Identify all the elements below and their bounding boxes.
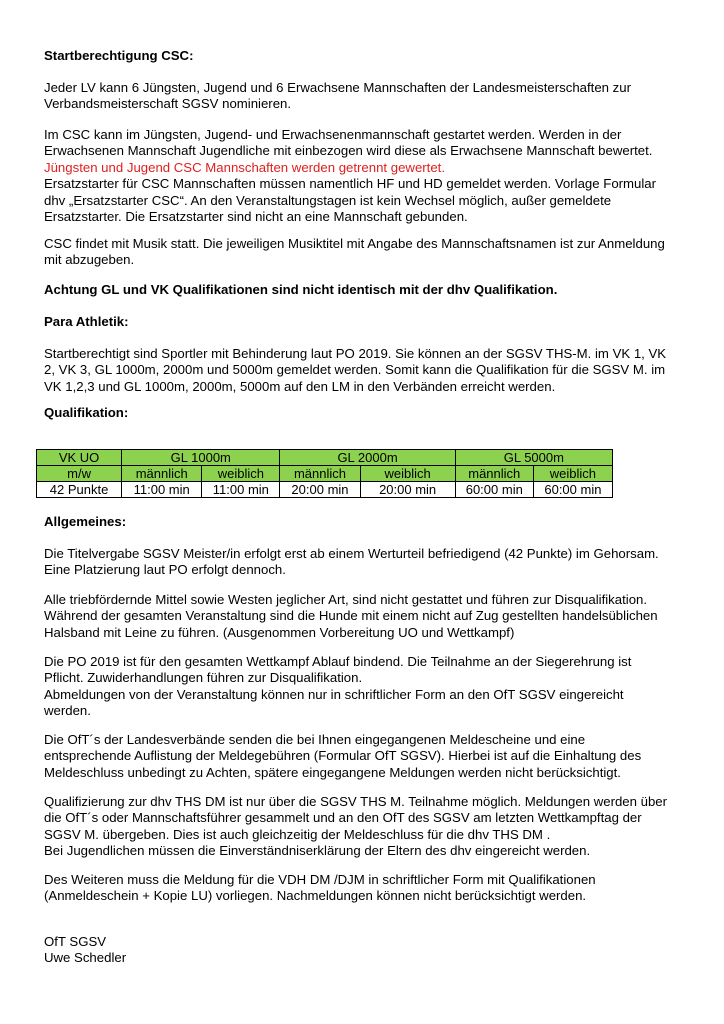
text-line: Startberechtigt sind Sportler mit Behinderung laut PO 2019. Sie können an der SGSV THS-M. im VK 1, VK bbox=[44, 346, 667, 361]
qualifikation-heading: Qualifikation: bbox=[44, 405, 129, 420]
table-cell: weiblich bbox=[533, 466, 612, 482]
text-line: Die PO 2019 ist für den gesamten Wettkampf Ablauf bindend. Die Teilnahme an der Siegerehrung ist bbox=[44, 654, 632, 669]
qualification-table bbox=[36, 449, 613, 498]
table-cell: männlich bbox=[280, 466, 360, 482]
table-subheader-row bbox=[37, 466, 613, 482]
text-line: Eine Platzierung laut PO erfolgt dennoch. bbox=[44, 562, 286, 578]
csc-paragraph-1 bbox=[44, 80, 684, 113]
allgemeines-paragraph-1 bbox=[44, 546, 684, 579]
table-cell: 20:00 min bbox=[280, 482, 360, 498]
csc-heading: Startberechtigung CSC: bbox=[44, 48, 194, 63]
table-header-row bbox=[37, 450, 613, 466]
text-line: Erwachsenen Mannschaft Jugendliche mit einbezogen wird diese als Erwachsene Mannschaft bewertet. bbox=[44, 143, 653, 159]
table-row bbox=[37, 482, 613, 498]
table-header-cell: VK UO bbox=[37, 450, 122, 466]
signature-org: OfT SGSV bbox=[44, 934, 107, 949]
text-line: die OfT´s oder Mannschaftsführer gesammelt und an den OfT des SGSV am letzten Wettkampftag der bbox=[44, 810, 642, 826]
text-line: 2, VK 3, GL 1000m, 2000m und 5000m gemeldet werden. Somit kann die Qualifikation für die SGSV M. im bbox=[44, 362, 666, 378]
table-cell: weiblich bbox=[360, 466, 455, 482]
text-line: Im CSC kann im Jüngsten, Jugend- und Erwachsenenmannschaft gestartet werden. Werden in der bbox=[44, 127, 622, 142]
text-line: Die OfT´s der Landesverbände senden die bei Ihnen eingegangenen Meldescheine und eine bbox=[44, 732, 586, 747]
text-line: SGSV M. übergeben. Dies ist auch gleichzeitig der Meldeschluss für die dhv THS DM . bbox=[44, 826, 551, 842]
text-line: Jeder LV kann 6 Jüngsten, Jugend und 6 Erwachsene Mannschaften der Landesmeisterschaften zur bbox=[44, 80, 631, 95]
table-cell: 60:00 min bbox=[533, 482, 612, 498]
allgemeines-paragraph-4 bbox=[44, 732, 684, 781]
table-cell: weiblich bbox=[202, 466, 280, 482]
text-line: Während der gesamten Veranstaltung sind die Hunde mit einem nicht auf Zug gestellten handelsüblichen bbox=[44, 608, 658, 624]
table-cell: 60:00 min bbox=[455, 482, 533, 498]
text-line: Verbandsmeisterschaft SGSV nominieren. bbox=[44, 96, 292, 112]
text-line: Qualifizierung zur dhv THS DM ist nur über die SGSV THS M. Teilnahme möglich. Meldungen werden über bbox=[44, 794, 668, 809]
text-line: werden. bbox=[44, 703, 91, 719]
allgemeines-paragraph-2 bbox=[44, 592, 684, 641]
table-cell: männlich bbox=[122, 466, 202, 482]
text-line: Pflicht. Zuwiderhandlungen führen zur Disqualifikation. bbox=[44, 670, 363, 686]
text-line: (Anmeldeschein + Kopie LU) vorliegen. Nachmeldungen können nicht berücksichtigt werden. bbox=[44, 888, 587, 904]
text-line: Halsband mit Leine zu führen. (Ausgenommen Vorbereitung UO und Wettkampf) bbox=[44, 624, 515, 640]
text-line: Die Titelvergabe SGSV Meister/in erfolgt erst ab einem Werturteil befriedigend (42 Punkte) im Gehorsam. bbox=[44, 546, 659, 561]
text-line: dhv „Ersatzstarter CSC“. An den Veranstaltungstagen ist kein Wechsel möglich, außer gemeldete bbox=[44, 192, 612, 208]
text-line: Ersatzstarter. Die Ersatzstarter sind nicht an eine Mannschaft gebunden. bbox=[44, 209, 468, 225]
text-line: Des Weiteren muss die Meldung für die VDH DM /DJM in schriftlicher Form mit Qualifikationen bbox=[44, 872, 596, 887]
text-line: mit abzugeben. bbox=[44, 252, 135, 268]
table-header-cell: GL 2000m bbox=[280, 450, 455, 466]
table-header-cell: GL 1000m bbox=[122, 450, 280, 466]
text-line: CSC findet mit Musik statt. Die jeweiligen Musiktitel mit Angabe des Mannschaftsnamen ist zur Anmeldung bbox=[44, 236, 665, 251]
text-line: Ersatzstarter für CSC Mannschaften müssen namentlich HF und HD gemeldet werden. Vorlage Formular bbox=[44, 176, 657, 192]
allgemeines-paragraph-3 bbox=[44, 654, 684, 720]
signature-name: Uwe Schedler bbox=[44, 950, 127, 966]
csc-paragraph-2 bbox=[44, 127, 684, 225]
table-cell: männlich bbox=[455, 466, 533, 482]
signature-block bbox=[44, 934, 684, 967]
table-cell: m/w bbox=[37, 466, 122, 482]
csc-paragraph-4 bbox=[44, 236, 684, 269]
table-cell: 42 Punkte bbox=[37, 482, 122, 498]
text-line: Meldeschluss unbedingt zu Achten, spätere eingegangene Meldungen werden nicht berücksichtigt. bbox=[44, 764, 621, 780]
allgemeines-paragraph-5 bbox=[44, 794, 684, 860]
text-line: Alle triebfördernde Mittel sowie Westen jeglicher Art, sind nicht gestattet und führen zur Disqualifikation. bbox=[44, 592, 648, 607]
red-notice: Jüngsten und Jugend CSC Mannschaften werden getrennt gewertet. bbox=[44, 159, 446, 175]
text-line: VK 1,2,3 und GL 1000m, 2000m, 5000m auf den LM in den Verbänden erreicht werden. bbox=[44, 378, 556, 394]
text-line: entsprechende Auflistung der Meldegebühren (Formular OfT SGSV). Hierbei ist auf die Einhaltung des bbox=[44, 748, 642, 764]
qualification-warning: Achtung GL und VK Qualifikationen sind nicht identisch mit der dhv Qualifikation. bbox=[44, 282, 558, 297]
para-heading: Para Athletik: bbox=[44, 314, 129, 329]
table-cell: 11:00 min bbox=[122, 482, 202, 498]
para-paragraph bbox=[44, 346, 684, 395]
allgemeines-heading: Allgemeines: bbox=[44, 514, 127, 529]
table-cell: 11:00 min bbox=[202, 482, 280, 498]
text-line: Abmeldungen von der Veranstaltung können nur in schriftlicher Form an den OfT SGSV eingereicht bbox=[44, 686, 624, 702]
table-cell: 20:00 min bbox=[360, 482, 455, 498]
allgemeines-paragraph-6 bbox=[44, 872, 684, 905]
table-header-cell: GL 5000m bbox=[455, 450, 612, 466]
text-line: Bei Jugendlichen müssen die Einverständniserklärung der Eltern des dhv eingereicht werden. bbox=[44, 843, 591, 859]
